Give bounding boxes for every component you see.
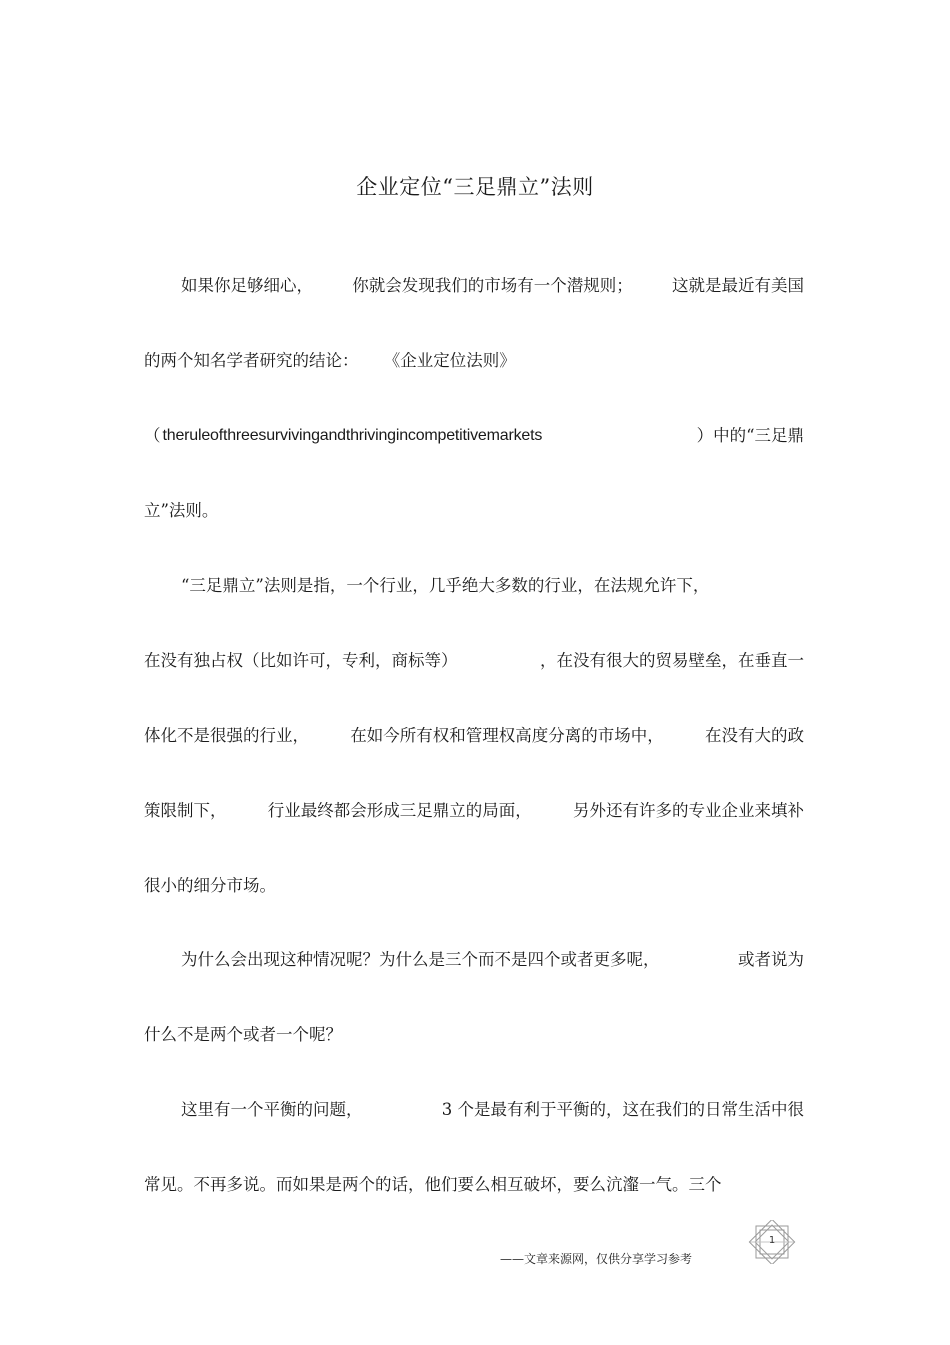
english-title: theruleofthreesurvivingandthrivingincompetitivemarkets [162, 427, 543, 444]
text-line: 很小的细分市场。 [144, 876, 276, 895]
text-segment: ）中的“三足鼎 [696, 426, 804, 445]
text-line [144, 649, 804, 673]
page-number: 1 [768, 1235, 776, 1246]
text-line [181, 274, 804, 298]
text-line: 立”法则。 [144, 501, 219, 520]
text-segment: 3 个是最有利于平衡的，这在我们的日常生活中很 [441, 1100, 804, 1119]
text-line [144, 424, 804, 448]
book-title: 《企业定位法则》 [383, 351, 516, 370]
page-number-badge [748, 1220, 796, 1264]
text-line: 常见。不再多说。而如果是两个的话，他们要么相互破坏，要么沆瀣一气。三个 [144, 1175, 722, 1194]
text-segment: 你就会发现我们的市场有一个潜规则； [352, 276, 633, 295]
text-line [144, 349, 804, 373]
text-segment: 行业最终都会形成三足鼎立的局面， [267, 801, 532, 820]
document-title: 企业定位“三足鼎立”法则 [356, 175, 594, 199]
text-segment: 策限制下， [144, 801, 227, 820]
text-segment: 的两个知名学者研究的结论： [144, 351, 359, 370]
text-line [144, 724, 804, 748]
text-line [181, 948, 804, 972]
text-segment: 为什么会出现这种情况呢？为什么是三个而不是四个或者更多呢， [181, 950, 660, 969]
text-line: 什么不是两个或者一个呢？ [144, 1025, 342, 1044]
text-segment: （ [144, 426, 161, 445]
text-segment: 这里有一个平衡的问题， [181, 1100, 363, 1119]
text-segment: 或者说为 [738, 950, 804, 969]
text-segment: ，在没有很大的贸易壁垒，在垂直一 [540, 651, 804, 670]
text-segment: 另外还有许多的专业企业来填补 [573, 801, 804, 820]
text-line [181, 1098, 804, 1122]
text-segment: 体化不是很强的行业， [144, 726, 309, 745]
text-segment: 在没有独占权（比如许可，专利，商标等） [144, 651, 458, 670]
text-segment: 在没有大的政 [705, 726, 804, 745]
text-line [144, 799, 804, 823]
text-line: “三足鼎立”法则是指，一个行业，几乎绝大多数的行业，在法规允许下， [181, 576, 710, 595]
text-segment: 在如今所有权和管理权高度分离的市场中， [350, 726, 664, 745]
page-footer: ——文章来源网，仅供分享学习参考 [500, 1252, 693, 1266]
text-segment: 如果你足够细心， [181, 276, 313, 295]
text-segment: 这就是最近有美国 [672, 276, 804, 295]
